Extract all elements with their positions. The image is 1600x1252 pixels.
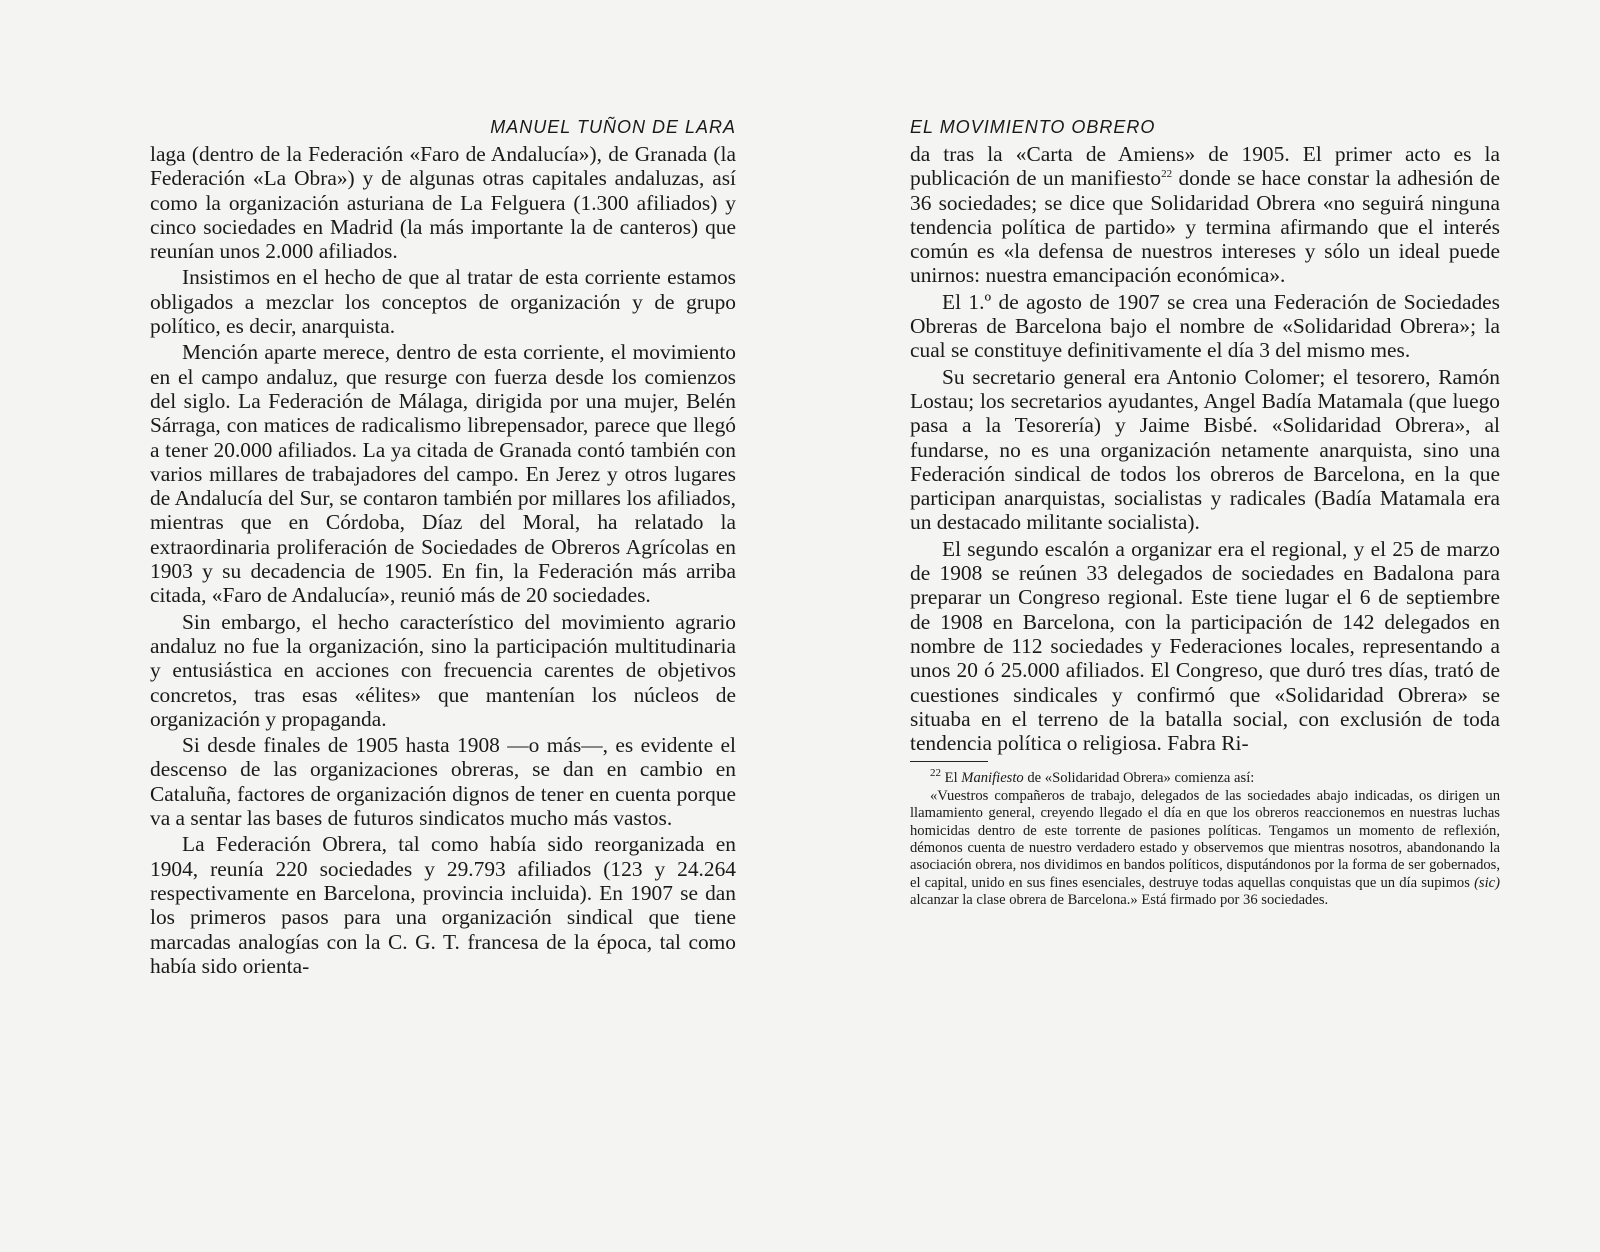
paragraph: Si desde finales de 1905 hasta 1908 —o más—, es evidente el descenso de las organizaciones obreras, se dan en cambio en Cataluña, factores de organización dignos de tener en cuenta porque va a sentar las bases de futuros sindicatos mucho más vastos.	[150, 733, 736, 831]
paragraph: Sin embargo, el hecho característico del movimiento agrario andaluz no fue la organización, sino la participación multitudinaria y entusiástica en acciones con frecuencia carentes de objetivos concretos, tras esas «élites» que mantenían los núcleos de organización y propaganda.	[150, 609, 736, 731]
footnote-number: 22	[930, 767, 941, 780]
footnote-quote-text: «Vuestros compañeros de trabajo, delegados de las sociedades abajo indicadas, os dirigen un llamamiento general, creyendo llegado el día en que los obreros reaccionemos en nuestras luchas homicidas dentro de este torrente de pasiones políticas. Tengamos un momento de reflexión, démonos cuenta de nuestro verdadero estado y observemos que mientras nosotros, abandonando la asociación obrera, nos dividimos en bandos políticos, disputándonos por la forma de ser gobernados, el capital, unido en sus fines esenciales, destruye todas aquellas conquistas que un día supimos	[910, 787, 1500, 891]
left-body-text	[150, 142, 736, 978]
footnote-intro	[910, 767, 1500, 787]
footnote-text: El	[941, 770, 962, 787]
right-body-text	[910, 142, 1500, 755]
running-head-author: MANUEL TUÑON DE LARA	[490, 117, 736, 137]
footnote-italic-title: Manifiesto	[961, 770, 1024, 787]
footnote	[910, 767, 1500, 909]
footnote-text: de «Solidaridad Obrera» comienza así:	[1023, 770, 1255, 787]
right-page	[910, 112, 1500, 910]
footnote-sic: (sic)	[1474, 874, 1500, 891]
paragraph	[910, 142, 1500, 288]
footnote-reference: 22	[1161, 168, 1173, 181]
paragraph: Su secretario general era Antonio Colomer; el tesorero, Ramón Lostau; los secretarios ayudantes, Angel Badía Matamala (que luego pasa a la Tesorería) y Jaime Bisbé. «Solidaridad Obrera», al fundarse, no es una organización netamente anarquista, sino una Federación sindical de todos los obreros de Barcelona, en la que participan anarquistas, socialistas y radicales (Badía Matamala era un destacado militante socialista).	[910, 364, 1500, 535]
paragraph: Insistimos en el hecho de que al tratar de esta corriente estamos obligados a mezclar los conceptos de organización y de grupo político, es decir, anarquista.	[150, 265, 736, 339]
paragraph: El segundo escalón a organizar era el regional, y el 25 de marzo de 1908 se reúnen 33 delegados de sociedades en Badalona para preparar un Congreso regional. Este tiene lugar el 6 de septiembre de 1908 en Barcelona, con la participación de 142 delegados en nombre de 112 sociedades y Federaciones locales, representando a unos 20 ó 25.000 afiliados. El Congreso, que duró tres días, trató de cuestiones sindicales y confirmó que «Solidaridad Obrera» se situaba en el terreno de la batalla social, con exclusión de toda tendencia política o religiosa. Fabra Ri-	[910, 536, 1500, 756]
left-page	[150, 112, 736, 978]
footnote-quote	[910, 788, 1500, 910]
paragraph: La Federación Obrera, tal como había sido reorganizada en 1904, reunía 220 sociedades y 29.793 afiliados (123 y 24.264 respectivamente en Barcelona, provincia incluida). En 1907 se dan los primeros pasos para una organización sindical que tiene marcadas analogías con la C. G. T. francesa de la época, tal como había sido orienta-	[150, 832, 736, 978]
paragraph: El 1.º de agosto de 1907 se crea una Federación de Sociedades Obreras de Barcelona bajo el nombre de «Solidaridad Obrera»; la cual se constituye definitivamente el día 3 del mismo mes.	[910, 289, 1500, 363]
paragraph: laga (dentro de la Federación «Faro de Andalucía»), de Granada (la Federación «La Obra») y de algunas otras capitales andaluzas, así como la organización asturiana de La Felguera (1.300 afiliados) y cinco sociedades en Madrid (la más importante la de canteros) que reunían unos 2.000 afiliados.	[150, 142, 736, 264]
paragraph-text: donde se hace constar la adhesión de 36 sociedades; se dice que Solidaridad Obrera «no seguirá ninguna tendencia política de partido» y termina afirmando que el interés común es «la defensa de nuestros intereses y sólo un ideal puede unirnos: nuestra emancipación económica».	[910, 166, 1500, 288]
running-head-title: EL MOVIMIENTO OBRERO	[910, 117, 1156, 137]
paragraph-text: da tras la «Carta de Amiens» de 1905. El primer acto es la publicación de un manifiesto	[910, 142, 1500, 191]
footnote-divider	[910, 761, 988, 762]
footnote-quote-text: alcanzar la clase obrera de Barcelona.» Está firmado por 36 sociedades.	[910, 892, 1329, 909]
paragraph: Mención aparte merece, dentro de esta corriente, el movimiento en el campo andaluz, que resurge con fuerza desde los comienzos del siglo. La Federación de Málaga, dirigida por una mujer, Belén Sárraga, con matices de radicalismo librepensador, parece que llegó a tener 20.000 afiliados. La ya citada de Granada contó también con varios millares de trabajadores del campo. En Jerez y otros lugares de Andalucía del Sur, se contaron también por millares los afiliados, mientras que en Córdoba, Díaz del Moral, ha relatado la extraordinaria proliferación de Sociedades de Obreros Agrícolas en 1903 y su decadencia de 1905. En fin, la Federación más arriba citada, «Faro de Andalucía», reunió más de 20 sociedades.	[150, 340, 736, 608]
